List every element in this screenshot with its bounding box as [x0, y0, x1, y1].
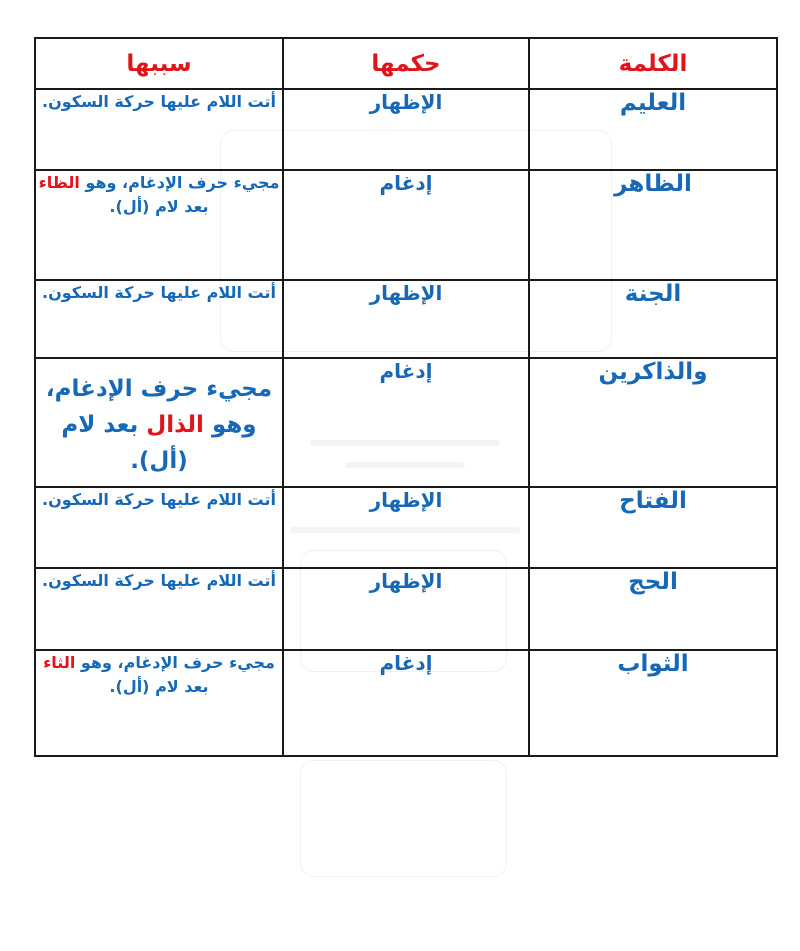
rule-cell: الإظهار — [283, 280, 529, 358]
reason-text-end: بعد لام (أل). — [109, 677, 209, 696]
rule-cell: الإظهار — [283, 89, 529, 170]
reason-text: مجيء حرف الإدغام، وهو — [79, 173, 280, 192]
reason-cell — [35, 568, 283, 650]
reason-cell — [35, 358, 283, 487]
reason-text-end: بعد لام (أل). — [109, 197, 209, 216]
rule-cell: إدغام — [283, 650, 529, 756]
table-row — [35, 89, 777, 170]
header-rule: حكمها — [283, 38, 529, 89]
word-cell: الحج — [529, 568, 777, 650]
table-row — [35, 568, 777, 650]
rule-cell: إدغام — [283, 358, 529, 487]
reason-letter: الظاء — [38, 173, 80, 192]
reason-text: مجيء حرف الإدغام، وهو — [45, 376, 273, 438]
reason-letter: الذال — [146, 412, 204, 438]
word-cell: والذاكرين — [529, 358, 777, 487]
word-cell: الظاهر — [529, 170, 777, 280]
reason-text: أتت اللام عليها حركة السكون. — [42, 92, 276, 111]
reason-text: أتت اللام عليها حركة السكون. — [42, 571, 276, 590]
reason-cell — [35, 280, 283, 358]
header-word: الكلمة — [529, 38, 777, 89]
reason-text: مجيء حرف الإدغام، وهو — [75, 653, 275, 672]
reason-cell — [35, 170, 283, 280]
rule-cell: الإظهار — [283, 487, 529, 568]
rules-table — [34, 37, 778, 757]
reason-cell — [35, 650, 283, 756]
reason-cell — [35, 487, 283, 568]
table-row — [35, 358, 777, 487]
header-reason: سببها — [35, 38, 283, 89]
reason-cell — [35, 89, 283, 170]
table-header-row — [35, 38, 777, 89]
table-row — [35, 650, 777, 756]
word-cell: الثواب — [529, 650, 777, 756]
table-row — [35, 487, 777, 568]
word-cell: الفتاح — [529, 487, 777, 568]
word-cell: الجنة — [529, 280, 777, 358]
reason-letter: الثاء — [43, 653, 76, 672]
table-row — [35, 170, 777, 280]
reason-text: أتت اللام عليها حركة السكون. — [42, 490, 276, 509]
word-cell: العليم — [529, 89, 777, 170]
background-ghost-box — [300, 760, 507, 877]
table-row — [35, 280, 777, 358]
reason-text-end: بعد لام (أل). — [61, 412, 188, 474]
reason-text: أتت اللام عليها حركة السكون. — [42, 283, 276, 302]
rule-cell: إدغام — [283, 170, 529, 280]
rule-cell: الإظهار — [283, 568, 529, 650]
